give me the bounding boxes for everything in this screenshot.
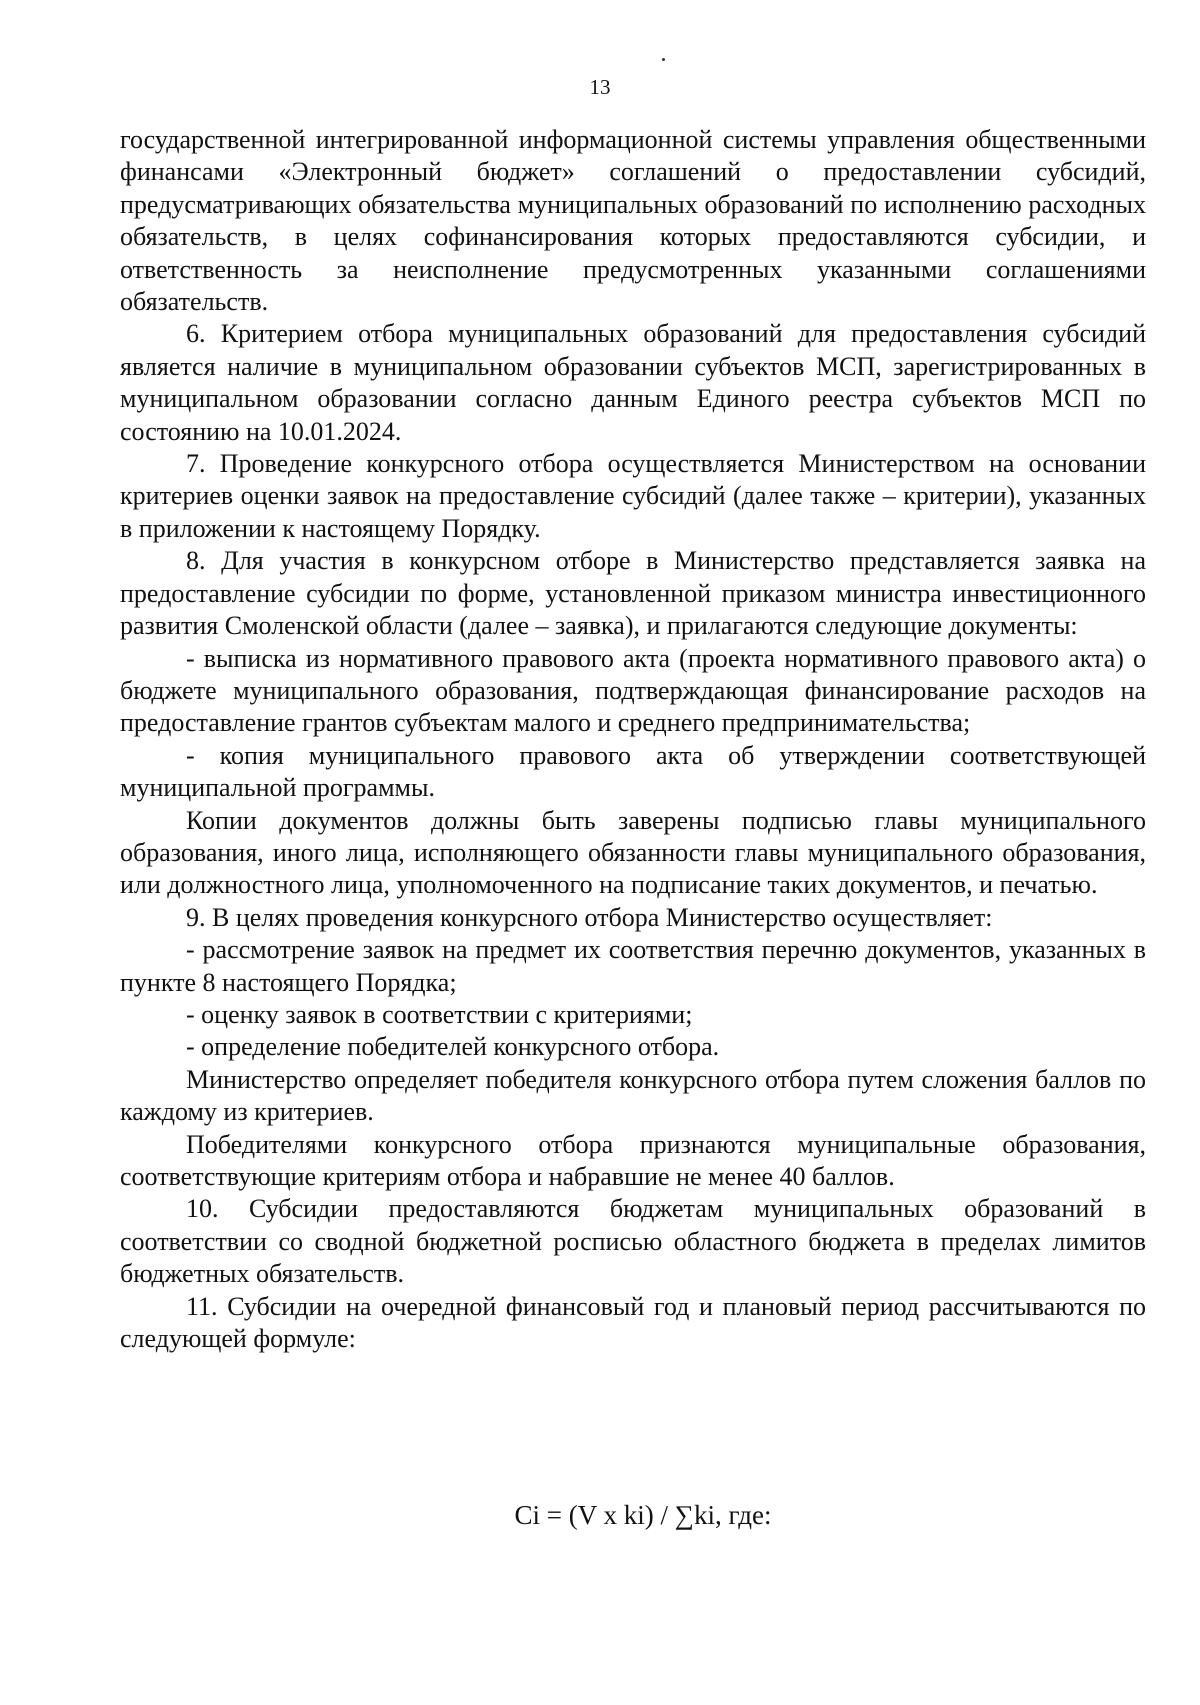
paragraph-continuation: государственной интегрированной информационной системы управления общественными финансами «Электронный бюджет» соглашений о предоставлении субсидий, предусматривающих обязательства муниципальных образований по исполнению расходных обязательств, в целях софинансирования которых предоставляются субсидии, и ответственность за неисполнение предусмотренных указанными соглашениями обязательств.: [120, 125, 1146, 317]
subsidy-formula: Ci = (V x ki) / ∑ki, где:: [514, 1500, 772, 1530]
paragraph-item-11: 11. Субсидии на очередной финансовый год и плановый период рассчитываются по следующей формуле:: [120, 1291, 1146, 1354]
paragraph-item-7: 7. Проведение конкурсного отбора осуществляется Министерством на основании критериев оценки заявок на предоставление субсидий (далее также – критерии), указанных в приложении к настоящему Порядку.: [120, 449, 1146, 543]
list-item-winners: - определение победителей конкурсного отбора.: [186, 1032, 720, 1062]
document-body: [120, 124, 1146, 1355]
paragraph-item-6: 6. Критерием отбора муниципальных образований для предоставления субсидий является наличие в муниципальном образовании субъектов МСП, зарегистрированных в муниципальном образовании согласно данным Единого реестра субъектов МСП по состоянию на 10.01.2024.: [120, 319, 1146, 446]
list-item-copy: - копия муниципального правового акта об утверждении соответствующей муниципальной программы.: [120, 740, 1146, 803]
list-item-review: - рассмотрение заявок на предмет их соответствия перечню документов, указанных в пункте 8 настоящего Порядка;: [120, 935, 1146, 997]
list-item-evaluation: - оценку заявок в соответствии с критериями;: [186, 999, 693, 1029]
page-number: 13: [589, 75, 611, 99]
paragraph-winner-criteria: Победителями конкурсного отбора признаются муниципальные образования, соответствующие критериям отбора и набравшие не менее 40 баллов.: [120, 1129, 1146, 1191]
list-item-extract: - выписка из нормативного правового акта (проекта нормативного правового акта) о бюджете муниципального образования, подтверждающая финансирование расходов на предоставление грантов субъектам малого и среднего предпринимательства;: [120, 643, 1146, 738]
paragraph-item-10: 10. Субсидии предоставляются бюджетам муниципальных образований в соответствии со сводной бюджетной росписью областного бюджета в пределах лимитов бюджетных обязательств.: [120, 1194, 1146, 1289]
paragraph-item-9: 9. В целях проведения конкурсного отбора Министерство осуществляет:: [186, 902, 993, 932]
scan-dot-mark: [662, 58, 665, 61]
paragraph-item-8: 8. Для участия в конкурсном отборе в Министерство представляется заявка на предоставление субсидии по форме, установленной приказом министра инвестиционного развития Смоленской области (далее – заявка), и прилагаются следующие документы:: [120, 546, 1146, 641]
paragraph-winner-determination: Министерство определяет победителя конкурсного отбора путем сложения баллов по каждому из критериев.: [120, 1064, 1146, 1127]
paragraph-copies-certification: Копии документов должны быть заверены подписью главы муниципального образования, иного лица, исполняющего обязанности главы муниципального образования, или должностного лица, уполномоченного на подписание таких документов, и печатью.: [120, 805, 1146, 900]
